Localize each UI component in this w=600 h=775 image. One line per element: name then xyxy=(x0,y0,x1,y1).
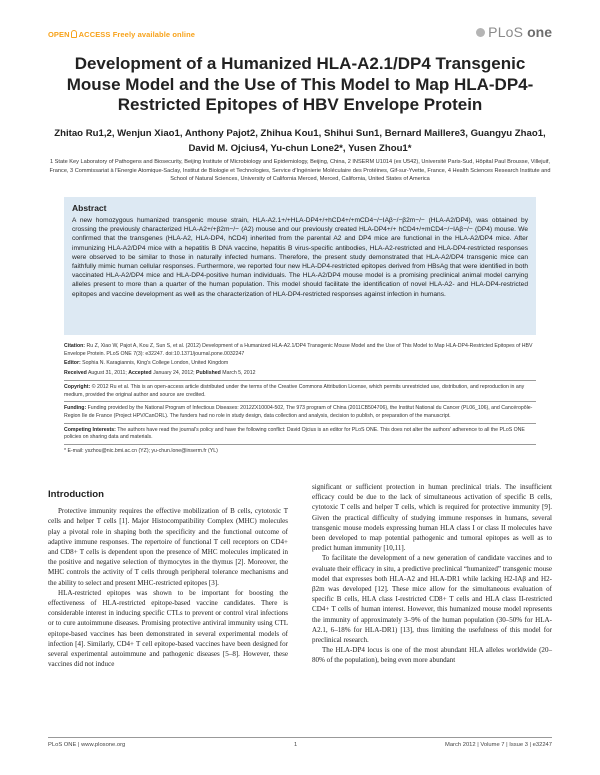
intro-paragraph-3: significant or sufficient protection in human preclinical trials. The insufficient efficacy could be due to the lack of simultaneous activation of specific B cells, cytotoxic T cells and helper T cells, which is required for protective immunity [9]. Given the practical difficulty of studying immune responses in humans, several transgenic mouse models expressing human HLA class I or class II molecules have been developed to map potential pathogenic and tumoral epitopes as well as to predict human immunity [10,11]. xyxy=(312,483,552,553)
logo-one-text: one xyxy=(527,24,552,40)
intro-paragraph-4: To facilitate the development of a new generation of candidate vaccines and to evaluate their efficacy in situ, a predictive preclinical “humanized” transgenic mouse model that expresses both HLA-A2 and HLA-DR1 while lacking H2-IAβ and H2-β2m was developed [12]. These mice allow for the simultaneous evaluation of specific B cells, HLA class I-restricted CD8+ T cells and HLA class II-restricted CD4+ T cells of human interest. However, this humanized mouse model represents the immunity of approximately 3–9% of the human population (30–50% for HLA-A2.1, 6–18% for HLA-DR1) [13], thus limiting the usefulness of this model for preclinical research. xyxy=(312,554,552,645)
free-available-label: Freely available online xyxy=(112,30,196,39)
funding-text: Funding provided by the National Program of Infectious Diseases: 2012ZX10004-502, The 973 program of China (2011CB504706), the Institut National du Cancer (PL06_106), and Cancéropôle-Region Ile de France (Project HPV/CanORL). The funders had no role in study design, data collection and analysis, decision to publish, or preparation of the manuscript. xyxy=(64,405,533,419)
meta-divider xyxy=(64,423,536,424)
open-access-badge xyxy=(48,30,195,39)
plos-one-logo xyxy=(476,24,552,40)
right-column xyxy=(312,482,552,666)
article-metadata xyxy=(64,343,536,458)
accepted-label: Accepted xyxy=(128,370,152,377)
introduction-heading: Introduction xyxy=(48,489,104,500)
intro-paragraph-2: HLA-restricted epitopes was shown to be important for boosting the effectiveness of HLA-restricted epitope-based vaccine candidates. There is considerable interest in inducing specific CTLs to prevent or control viral infections or to cure autoimmune diseases. Promising protective antiviral immunity using CTL epitope-based vaccines has been demonstrated in several experimental models of infection [4]. Similarly, CD4+ T cell epitope-based vaccines have been designed for several experimental autoimmune and pathogenic diseases [5–8]. However, these vaccines did not induce xyxy=(48,588,288,669)
received-label: Received xyxy=(64,370,87,377)
editor-label: Editor: xyxy=(64,360,81,367)
email: * E-mail: yszhou@nic.bmi.ac.cn (YZ); yu-chun.lone@inserm.fr (YL) xyxy=(64,448,218,455)
funding xyxy=(64,405,536,420)
citation-label: Citation: xyxy=(64,343,86,349)
affiliations: 1 State Key Laboratory of Pathogens and Biosecurity, Beijing Institute of Microbiology and Epidemiology, Beijing, China, 2 INSERM U1014 (ex U542), Université Paris-Sud, Hôpital Paul Brousse, Villejuif, France, 3 Commissariat à l'Energie Atomique-Saclay, Institut de Biologie et Technologies, Service d'Ingénierie Moléculaire des Protéines, Gif-sur-Yvette, France, 4 Health Sciences Research Institute and School of Natural Sciences, University of California Merced, Merced, California, United States of America xyxy=(49,159,551,183)
copyright-label: Copyright: xyxy=(64,383,91,390)
access-label: ACCESS xyxy=(78,30,111,39)
published-label: Published xyxy=(196,370,221,377)
footer-journal: PLoS ONE | www.plosone.org xyxy=(48,742,126,748)
footer-issue: March 2012 | Volume 7 | Issue 3 | e32247 xyxy=(445,742,552,748)
funding-label: Funding: xyxy=(64,405,87,412)
plos-logo-icon xyxy=(476,28,485,37)
editor-text: Sophia N. Karagiannis, King's College London, United Kingdom xyxy=(82,360,229,367)
left-column xyxy=(48,490,288,669)
article-title: Development of a Humanized HLA-A2.1/DP4 Transgenic Mouse Model and the Use of This Model to Map HLA-DP4-Restricted Epitopes of HBV Envelope Protein xyxy=(66,54,534,114)
copyright-text: © 2012 Ru et al. This is an open-access article distributed under the terms of the Creative Commons Attribution License, which permits unrestricted use, distribution, and reproduction in any medium, provided the original author and source are credited. xyxy=(64,383,525,398)
meta-divider xyxy=(64,401,536,402)
page-footer xyxy=(48,737,552,749)
citation xyxy=(64,343,536,358)
author-list: Zhitao Ru1,2, Wenjun Xiao1, Anthony Pajot2, Zhihua Kou1, Shihui Sun1, Bernard Maillere3, Guangyu Zhao1, David M. Ojcius4, Yu-chun Lone2*, Yusen Zhou1* xyxy=(54,128,546,154)
meta-divider xyxy=(64,380,536,381)
footer-page-number: 1 xyxy=(294,742,298,748)
intro-paragraph-5: The HLA-DP4 locus is one of the most abundant HLA alleles worldwide (20–80% of the population), being even more abundant xyxy=(312,646,552,665)
competing-interests xyxy=(64,427,536,442)
logo-plos-text: PLoS xyxy=(488,24,524,40)
abstract-box xyxy=(64,197,536,335)
page-header xyxy=(48,24,552,46)
open-label: OPEN xyxy=(48,30,70,39)
accepted-date: January 24, 2012; xyxy=(153,370,195,377)
competing-label: Competing Interests: xyxy=(64,426,116,433)
dates xyxy=(64,370,536,378)
received-date: August 31, 2011; xyxy=(87,370,127,377)
meta-divider xyxy=(64,444,536,445)
open-lock-icon xyxy=(71,30,77,38)
abstract-heading: Abstract xyxy=(72,203,107,213)
intro-paragraph-1: Protective immunity requires the effective mobilization of B cells, cytotoxic T cells and helper T cells [1]. Major Histocompatibility Complex (MHC) molecules play a pivotal role in shaping both the specificity and the functional outcome of adaptive immune responses. The repertoire of functional T cell receptors on CD4+ and CD8+ T cells is dependent upon the presence of MHC molecules implicated in the positive and negative selection of thymocytes in the thymus [2]. Moreover, the MHC controls the activity of T cells through peripheral tolerance mechanisms and the ability to select and present MHC-restricted epitopes [3]. xyxy=(48,507,288,587)
citation-text: Ru Z, Xiao W, Pajot A, Kou Z, Sun S, et al. (2012) Development of a Humanized HLA-A2.1/DP4 Transgenic Mouse Model and the Use of This Model to Map HLA-DP4-Restricted Epitopes of HBV Envelope Protein. PLoS ONE 7(3): e32247. doi:10.1371/journal.pone.0032247 xyxy=(64,343,533,357)
editor xyxy=(64,360,536,368)
competing-text: The authors have read the journal's policy and have the following conflict: David Ojcius is an editor for PLoS ONE. This does not alter the authors' adherence to all the PLoS ONE policies on sharing data and materials. xyxy=(64,426,525,441)
published-date: March 5, 2012 xyxy=(222,370,256,377)
abstract-text: A new homozygous humanized transgenic mouse strain, HLA-A2.1+/+HLA-DP4+/+hCD4+/+mCD4−/−IAβ−/−β2m−/− (HLA-A2/DP4), was obtained by crossing the previously characterized HLA-A2+/+β2m−/− (A2) mouse and our previously created HLA-DP4+/+ hCD4+/+mCD4−/−IAβ−/− (DP4) mouse. We confirmed that the transgenes (HLA-A2, HLA-DP4, hCD4) inherited from the parental A2 and DP4 mice are functional in the HLA-A2/DP4 mice. After immunizing HLA-A2/DP4 mice with a hepatitis B DNA vaccine, hepatitis B virus-specific antibodies, HLA-A2-restricted and HLA-DP4-restricted responses were observed to be similar to those in naturally infected humans. Therefore, the present study demonstrated that HLA-A2/DP4 transgenic mice can faithfully mimic human cellular responses. Furthermore, we reported four new HLA-DP4-restricted epitopes derived from HBsAg that were identified in both vaccinated HLA-A2/DP4 mice and HLA-DP4-positive human individuals. The HLA-A2/DP4 mouse model is a promising preclinical animal model carrying alleles present to more than a quarter of the human population. This model should facilitate the identification of novel HLA-A2- and HLA-DP4-restricted epitopes and vaccine development as well as the characterization of HLA-DP4-restricted responses against infection in humans. xyxy=(72,217,529,298)
copyright xyxy=(64,384,536,399)
